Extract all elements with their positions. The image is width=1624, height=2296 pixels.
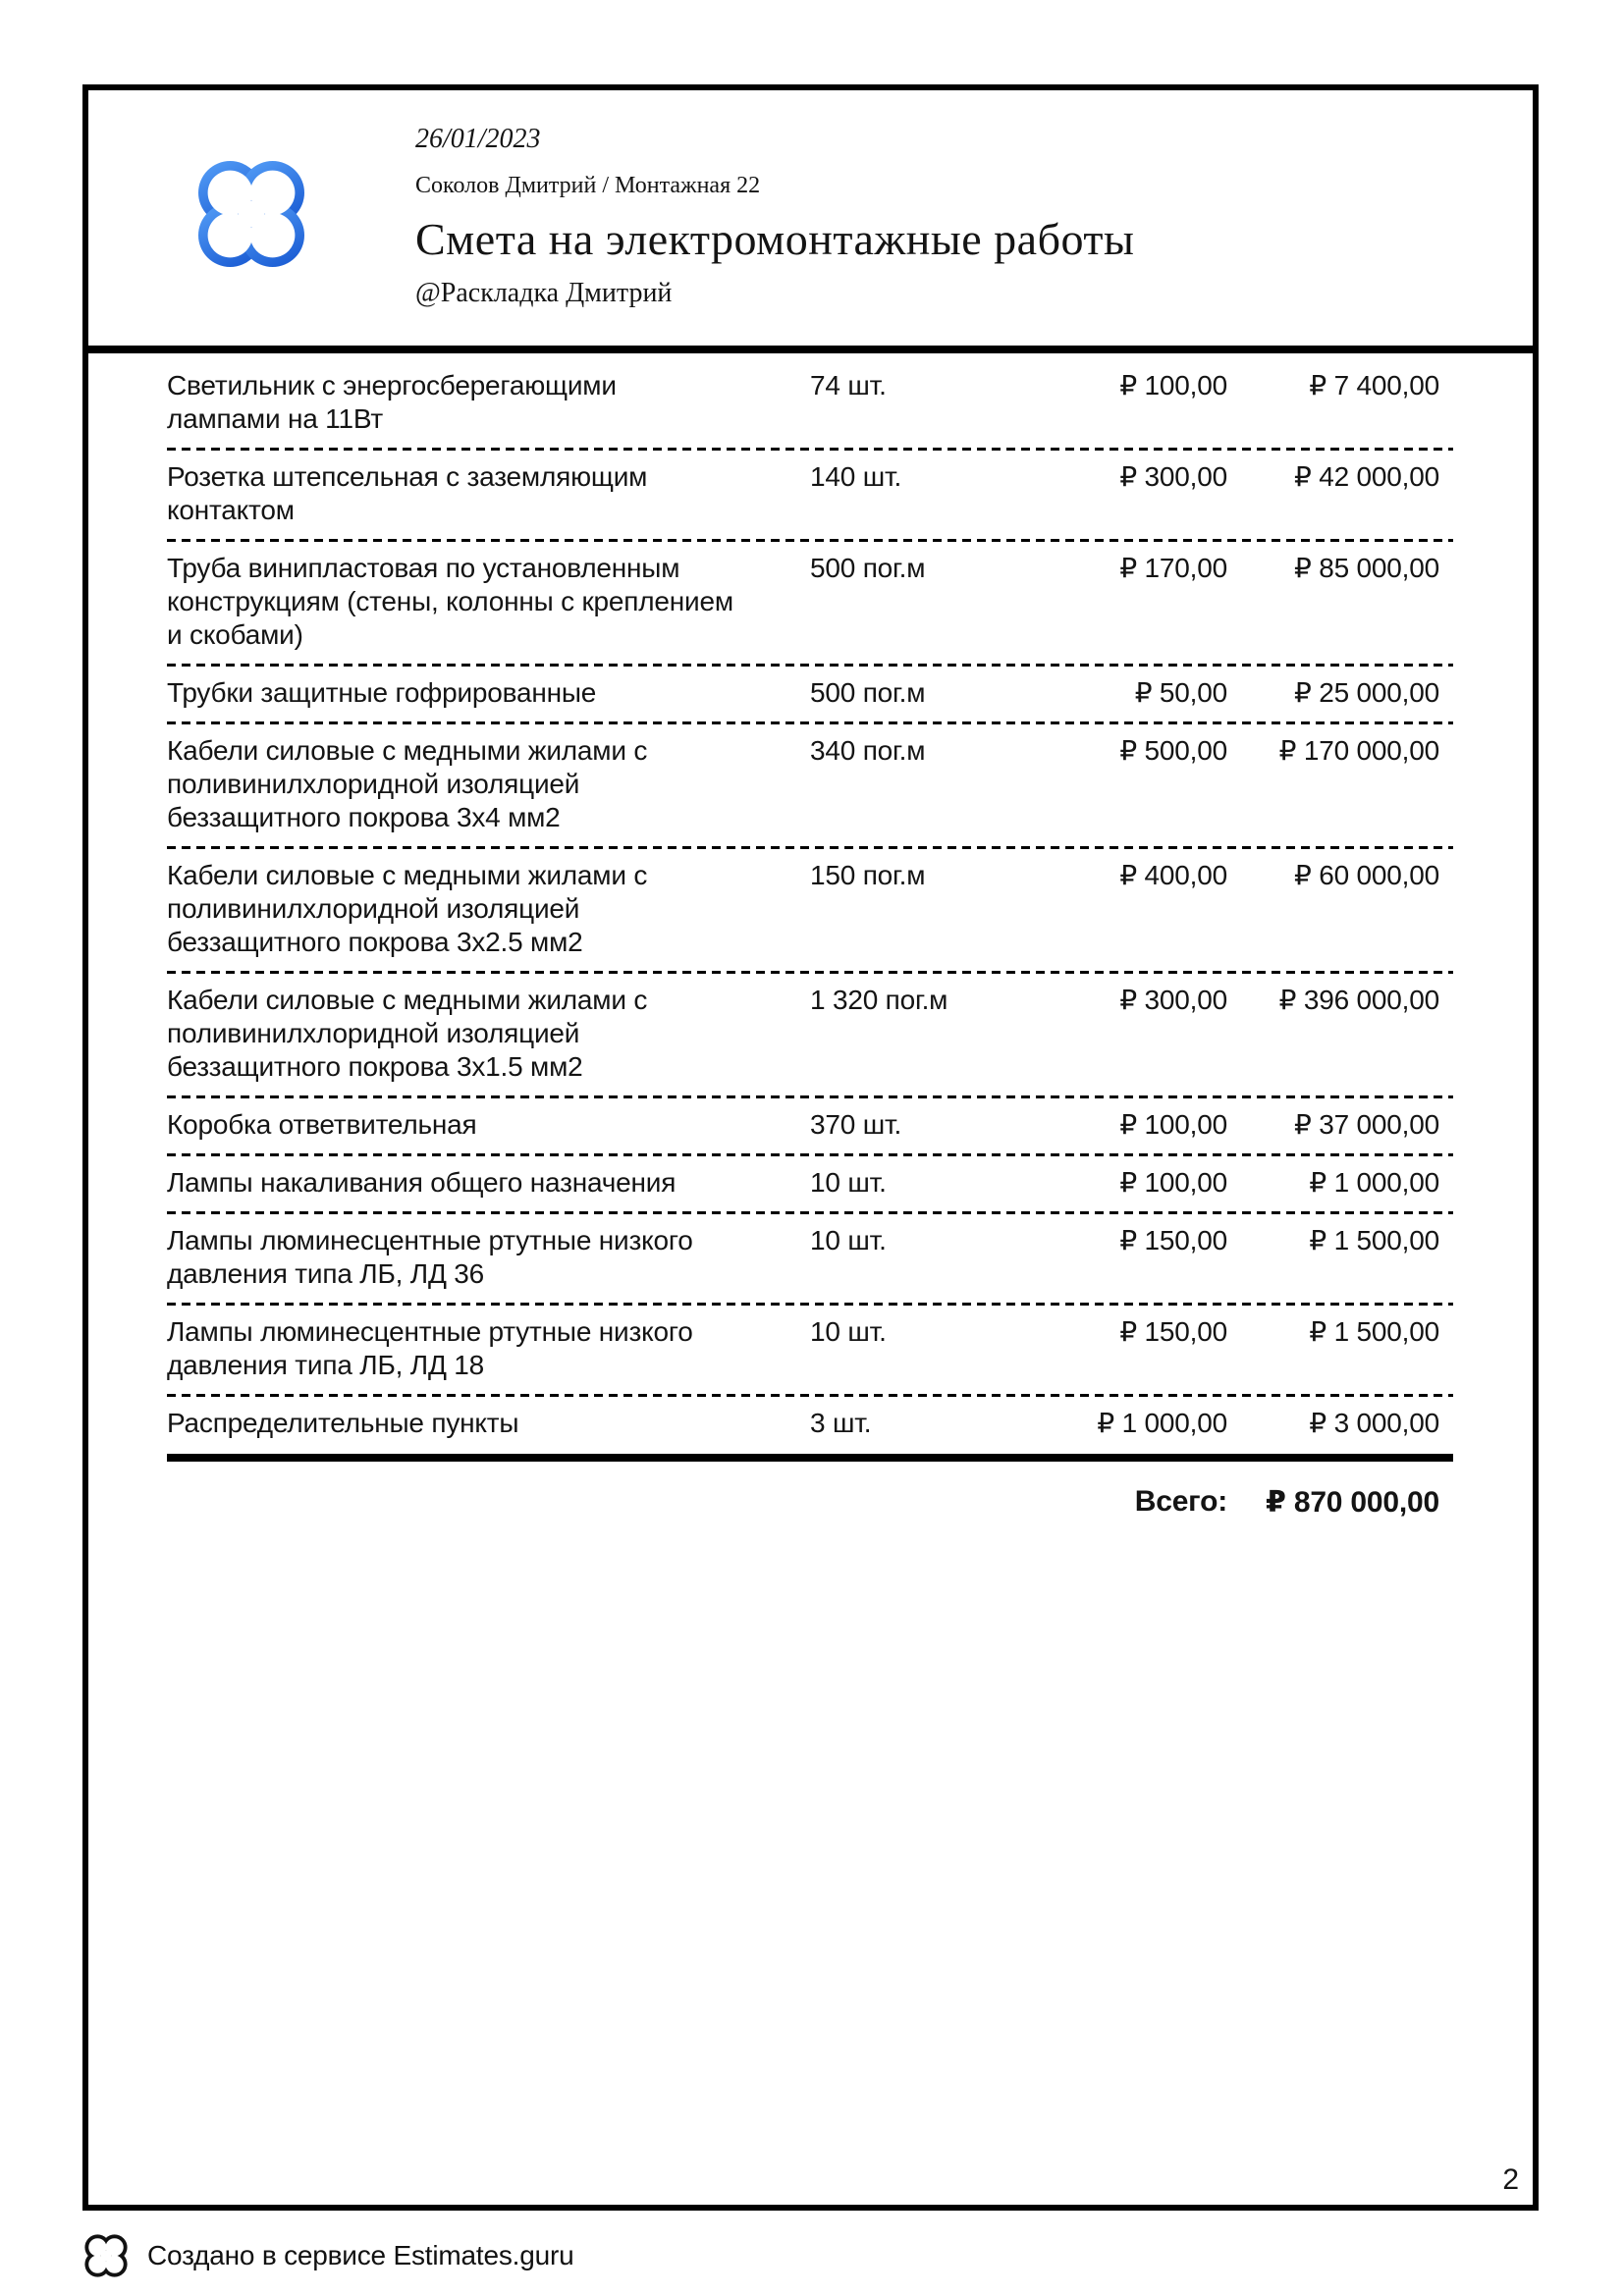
page-number: 2 <box>1502 2163 1519 2196</box>
item-price: ₽ 50,00 <box>1134 677 1227 708</box>
item-price: ₽ 150,00 <box>1119 1316 1227 1347</box>
header-text-block <box>415 124 1134 310</box>
item-total: ₽ 396 000,00 <box>1278 985 1439 1015</box>
item-price: ₽ 400,00 <box>1119 860 1227 890</box>
item-total: ₽ 37 000,00 <box>1294 1109 1439 1140</box>
table-row <box>167 542 1453 664</box>
table-row <box>167 353 1453 448</box>
item-name: Лампы люминесцентные ртутные низкого давления типа ЛБ, ЛД 18 <box>167 1316 693 1380</box>
item-name: Трубки защитные гофрированные <box>167 677 597 708</box>
item-price: ₽ 100,00 <box>1119 370 1227 400</box>
item-name: Кабели силовые с медными жилами с поливинилхлоридной изоляцией беззащитного покрова 3х4 мм2 <box>167 735 648 832</box>
item-price: ₽ 300,00 <box>1119 985 1227 1015</box>
item-total: ₽ 1 500,00 <box>1309 1316 1439 1347</box>
item-price: ₽ 100,00 <box>1119 1167 1227 1198</box>
table-row <box>167 1214 1453 1303</box>
item-qty: 500 пог.м <box>810 677 926 708</box>
item-qty: 10 шт. <box>810 1316 887 1347</box>
item-qty: 140 шт. <box>810 461 902 492</box>
table-row <box>167 724 1453 846</box>
quatrefoil-logo-icon <box>192 155 310 273</box>
item-total: ₽ 85 000,00 <box>1294 553 1439 583</box>
item-price: ₽ 1 000,00 <box>1097 1408 1227 1438</box>
estimate-table <box>167 353 1453 1520</box>
service-footer <box>82 2230 573 2281</box>
quatrefoil-logo-icon-footer <box>82 2230 130 2281</box>
item-total: ₽ 1 500,00 <box>1309 1225 1439 1255</box>
footer-service-text: Создано в сервисе Estimates.guru <box>147 2240 574 2270</box>
table-row <box>167 1156 1453 1211</box>
item-qty: 340 пог.м <box>810 735 926 766</box>
item-price: ₽ 100,00 <box>1119 1109 1227 1140</box>
item-name: Лампы накаливания общего назначения <box>167 1167 677 1198</box>
item-qty: 500 пог.м <box>810 553 926 583</box>
item-qty: 10 шт. <box>810 1225 887 1255</box>
item-qty: 74 шт. <box>810 370 887 400</box>
table-row <box>167 451 1453 539</box>
item-name: Коробка ответвительная <box>167 1109 477 1140</box>
item-price: ₽ 170,00 <box>1119 553 1227 583</box>
page-frame <box>82 84 1539 2211</box>
table-row <box>167 849 1453 971</box>
item-name: Светильник с энергосберегающими лампами на 11Вт <box>167 370 617 434</box>
item-qty: 3 шт. <box>810 1408 872 1438</box>
header-divider <box>88 346 1533 353</box>
table-bottom-rule <box>167 1454 1453 1462</box>
item-price: ₽ 500,00 <box>1119 735 1227 766</box>
item-name: Распределительные пункты <box>167 1408 519 1438</box>
author-line: Соколов Дмитрий / Монтажная 22 <box>415 173 761 199</box>
item-total: ₽ 3 000,00 <box>1309 1408 1439 1438</box>
total-label: Всего: <box>1134 1485 1227 1518</box>
table-row <box>167 1306 1453 1394</box>
item-name: Труба винипластовая по установленным конструкциям (стены, колонны с креплением и скобами) <box>167 553 733 650</box>
item-qty: 10 шт. <box>810 1167 887 1198</box>
item-total: ₽ 170 000,00 <box>1278 735 1439 766</box>
item-price: ₽ 300,00 <box>1119 461 1227 492</box>
table-row <box>167 974 1453 1095</box>
document-header <box>88 90 1533 346</box>
item-name: Кабели силовые с медными жилами с поливинилхлоридной изоляцией беззащитного покрова 3х1.5 мм2 <box>167 985 648 1082</box>
item-total: ₽ 42 000,00 <box>1294 461 1439 492</box>
item-total: ₽ 7 400,00 <box>1309 370 1439 400</box>
item-qty: 1 320 пог.м <box>810 985 948 1015</box>
item-qty: 150 пог.м <box>810 860 926 890</box>
author-handle: @Раскладка Дмитрий <box>415 278 673 309</box>
total-row <box>167 1485 1453 1520</box>
item-name: Розетка штепсельная с заземляющим контактом <box>167 461 648 525</box>
table-row <box>167 667 1453 721</box>
page-title: Смета на электромонтажные работы <box>415 213 1135 264</box>
item-qty: 370 шт. <box>810 1109 902 1140</box>
total-value: ₽ 870 000,00 <box>1266 1486 1439 1519</box>
table-row <box>167 1098 1453 1153</box>
table-row <box>167 1397 1453 1452</box>
document-date: 26/01/2023 <box>415 124 541 154</box>
item-price: ₽ 150,00 <box>1119 1225 1227 1255</box>
item-name: Кабели силовые с медными жилами с поливинилхлоридной изоляцией беззащитного покрова 3х2.5 мм2 <box>167 860 648 957</box>
item-total: ₽ 25 000,00 <box>1294 677 1439 708</box>
item-total: ₽ 60 000,00 <box>1294 860 1439 890</box>
item-total: ₽ 1 000,00 <box>1309 1167 1439 1198</box>
item-name: Лампы люминесцентные ртутные низкого давления типа ЛБ, ЛД 36 <box>167 1225 693 1289</box>
